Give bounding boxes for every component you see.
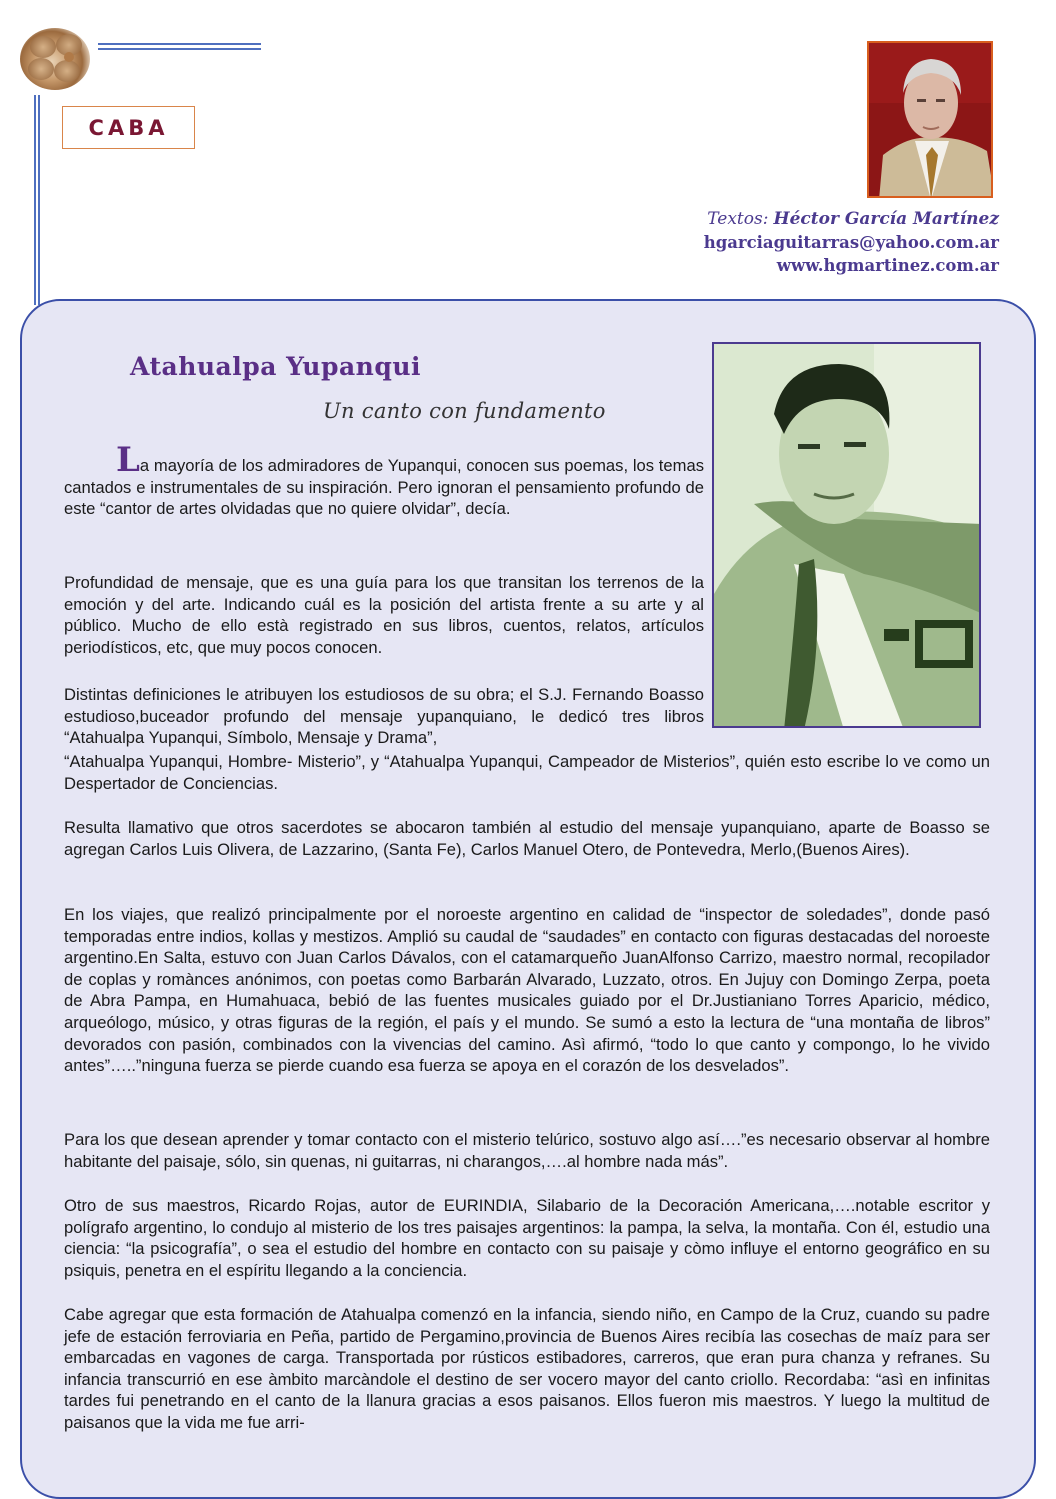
article-paragraph-2: Profundidad de mensaje, que es una guía para los que transitan los terrenos de la emoción y del arte. Indicando cuál es la posición del artista frente a su arte y al público. Mucho de ello està registrado en sus libros, cuentos, relatos, artículos periodísticos, etc, que muy pocos conocen. [64, 573, 704, 657]
ornament-petal [28, 58, 54, 80]
article-subtitle: Un canto con fundamento [323, 399, 606, 423]
side-rule-right [38, 95, 40, 305]
yupanqui-portrait-image [714, 344, 981, 728]
author-credit [704, 207, 999, 231]
subject-photo [712, 342, 981, 728]
dropcap: L [116, 440, 140, 480]
author-website[interactable]: www.hgmartinez.com.ar [776, 256, 999, 275]
header-rule-top [98, 43, 261, 45]
author-info [704, 207, 999, 277]
article-paragraph-1 [64, 440, 704, 520]
article-title: Atahualpa Yupanqui [130, 352, 421, 381]
article-paragraph-3: Distintas definiciones le atribuyen los estudiosos de su obra; el S.J. Fernando Boasso estudioso,buceador profundo del mensaje yupanquiano, le dedicó tres libros “Atahualpa Yupanqui, Símbolo, Mensaje y Drama”, [64, 685, 704, 748]
header-rule-bottom [98, 48, 261, 50]
ornament-center [64, 52, 74, 62]
flower-ornament-icon [20, 28, 90, 90]
article-paragraph-6: Para los que desean aprender y tomar contacto con el misterio telúrico, sostuvo algo así….”es necesario observar al hombre habitante del paisaje, sólo, sin quenas, ni guitarras, ni charangos,….al hombre nada más”. [64, 1130, 990, 1171]
article-paragraph-4: Resulta llamativo que otros sacerdotes se abocaron también al estudio del mensaje yupanquiano, aparte de Boasso se agregan Carlos Luis Olivera, de Lazzarino, (Santa Fe), Carlos Manuel Otero, de Pontevedra, Merlo,(Buenos Aires). [64, 818, 990, 859]
article-paragraph-7: Otro de sus maestros, Ricardo Rojas, autor de EURINDIA, Silabario de la Decoración Americana,….notable escritor y polígrafo argentino, lo condujo al misterio de los tres paisajes argentinos: la pampa, la selva, la montaña. Con él, estudio una ciencia: “la psicografía”, o sea el estudio del hombre en contacto con su paisaje y còmo influye el entorno geográfico en su psiquis, penetra en el espíritu llegando a la conciencia. [64, 1196, 990, 1280]
side-rule-left [34, 95, 36, 305]
ornament-petal [30, 36, 56, 58]
paragraph-text: a mayoría de los admiradores de Yupanqui, conocen sus poemas, los temas cantados e instrumentales de su inspiración. Pero ignoran el pensamiento profundo de este “cantor de artes olvidadas que no quiere olvidar”, decía. [64, 456, 704, 519]
article-paragraph-5: En los viajes, que realizó principalmente por el noroeste argentino en calidad de “inspector de soledades”, donde pasó temporadas entre indios, kollas y mestizos. Amplió su caudal de “saudades” en contacto con figuras destacadas del noroeste argentino.En Salta, estuvo con Juan Carlos Dávalos, con el catamarqueño JuanAlfonso Carrizo, maestro normal, recopilador de coplas y romànces anónimos, con poetas como Barbarán Alvarado, Luzzato, otros. En Jujuy con Domingo Zerpa, poeta de Abra Pampa, en Humahuaca, bebió de las fuentes musicales guiado por el Dr.Justianiano Torres Aparicio, médico, arqueólogo, músico, y otras figuras de la región, el país y el mundo. Se sumó a esto la lectura de “una montaña de libros” devorados con pasión, combinados con la vivencias del camino. Asì afirmó, “todo lo que canto y compongo, lo he vivido antes”…..”ninguna fuerza se pierde cuando esa fuerza se apoya en el corazón de los desvelados”. [64, 905, 990, 1076]
article-paragraph-8: Cabe agregar que esta formación de Atahualpa comenzó en la infancia, siendo niño, en Campo de la Cruz, cuando su padre jefe de estación ferroviaria en Peña, partido de Pergamino,provincia de Buenos Aires recibía las cosechas de maíz para ser embarcadas en vagones de carga. Transportada por rústicos estibadores, carreros, que eran pura chanza y refranes. Su infancia transcurrió en ese àmbito marcàndole el destino de ser vocero mayor del canto criollo. Recordaba: “asì en infinitas tardes fui penetrando en el canto de la llanura gracias a esos paisanos. Ellos fueron mis maestros. Y luego la multitud de paisanos que la vida me fue arri- [64, 1305, 990, 1432]
author-portrait-image [869, 43, 993, 198]
author-name: Héctor García Martínez [773, 209, 999, 229]
section-label-box [62, 106, 195, 149]
section-label: CABA [88, 115, 169, 140]
author-photo [867, 41, 993, 198]
article-paragraph-3-continued: “Atahualpa Yupanqui, Hombre- Misterio”, y “Atahualpa Yupanqui, Campeador de Misterios”, quién esto escribe lo ve como un Despertador de Conciencias. [64, 752, 990, 793]
author-email[interactable]: hgarciaguitarras@yahoo.com.ar [703, 233, 999, 252]
credit-label: Textos: [707, 209, 769, 229]
ornament-petal [54, 60, 80, 82]
